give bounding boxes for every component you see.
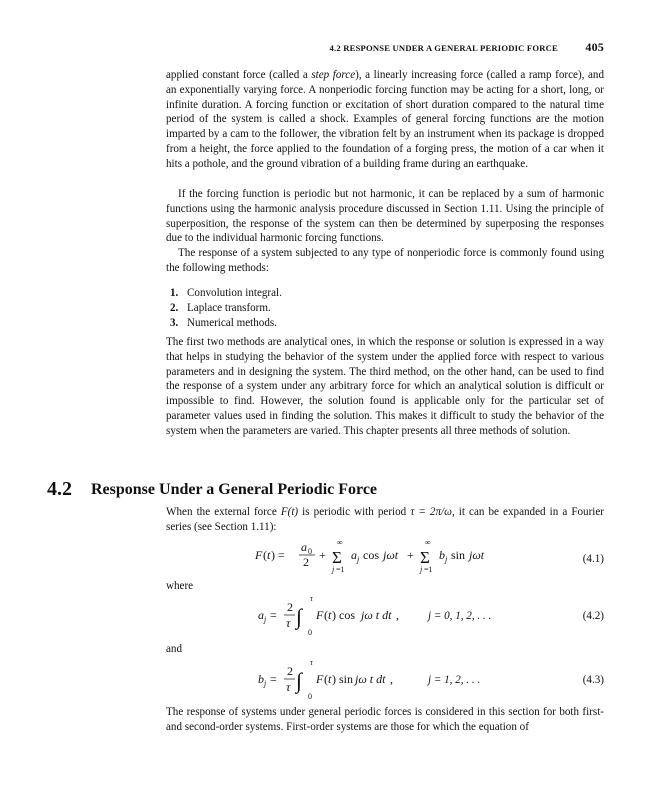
svg-text:b: b [258, 672, 264, 686]
para3-text: The response of a system subjected to any type of nonperiodic force is commonly found using the following methods: [166, 247, 604, 274]
svg-text:sin: sin [451, 548, 466, 562]
svg-text:jω t dt: jω t dt [355, 672, 386, 686]
svg-text:t: t [328, 672, 332, 686]
svg-text:j: j [332, 565, 335, 574]
page-number: 405 [585, 40, 604, 54]
equation-4-3 [258, 656, 448, 707]
svg-text:j: j [264, 679, 267, 688]
svg-text:jωt: jωt [383, 548, 399, 562]
svg-text:=: = [270, 608, 277, 622]
para1-text-b: ), a linearly increasing force (called a ramp force), and an exponentially varying force. A nonperiodic forcing function may be acting for a short, long, or infinite duration. A forcing function or excitation of short duration compared to the natural time period of the system is called a shock. Examples of general forcing functions are the motion imparted by a cam to the follower, the vibration felt by an instrument when its package is dropped from a height, the force applied to the foundation of a forging press, the motion of a car when it hits a pothole, and the ground vibration of a building frame during an earthquake. [166, 69, 604, 170]
svg-text:∞: ∞ [425, 538, 431, 547]
list-item: 1. Convolution integral. [170, 287, 282, 299]
equation-4-1 [255, 535, 555, 580]
svg-text:j: j [357, 555, 360, 564]
svg-text:(: ( [324, 672, 328, 686]
svg-text:∫: ∫ [296, 668, 303, 693]
svg-text:jωt: jωt [469, 548, 485, 562]
svg-text:,: , [390, 672, 393, 686]
svg-text:j: j [420, 565, 423, 574]
label-where: where [166, 580, 194, 592]
svg-text:jω t dt: jω t dt [361, 608, 392, 622]
svg-text:j: j [264, 615, 267, 624]
paragraph-response-systems [166, 705, 604, 735]
svg-text:0: 0 [308, 547, 312, 556]
svg-text:0: 0 [308, 692, 312, 701]
svg-text:τ: τ [286, 680, 291, 694]
para4-text: The first two methods are analytical ones, in which the response or solution is expressed in a way that helps in studying the behavior of the system under the applied force with respect to various parameters and in designing the system. The third method, on the other hand, can be used to find the response of a system under any arbitrary force for which an analytical solution is difficult or impossible to find. However, the solution found is applicable only for the particular set of parameter values used in finding the solution. This makes it difficult to study the behavior of the system when the parameters are varied. This chapter presents all three methods of solution. [166, 336, 604, 437]
svg-text:a: a [301, 540, 307, 554]
svg-text:τ: τ [310, 594, 313, 603]
svg-text:2: 2 [303, 555, 309, 569]
section-heading [47, 478, 607, 502]
list-item: 2. Laplace transform. [170, 301, 271, 314]
svg-text:cos: cos [363, 548, 379, 562]
paragraph-periodic [166, 187, 604, 246]
para2-text: If the forcing function is periodic but not harmonic, it can be replaced by a sum of harmonic functions using the harmonic analysis procedure discussed in Section 1.11. Using the principle of superposition, the response of the system can then be determined by superposing the responses due to the individual harmonic forcing functions. [166, 188, 604, 245]
svg-text:a: a [258, 608, 264, 622]
svg-text:(: ( [324, 608, 328, 622]
paragraph-fourier-intro: When the external force F(t) is periodic with period τ = 2π/ω, it can be expanded in a Fourier series (see Section 1.11): [166, 506, 605, 533]
equation-number: (4.2) [582, 610, 604, 622]
svg-text:b: b [439, 548, 445, 562]
svg-text:) cos: ) cos [332, 608, 355, 622]
equation-4-2 [258, 592, 448, 643]
svg-text:a: a [351, 548, 357, 562]
label-and: and [166, 643, 183, 655]
svg-text:t: t [267, 548, 271, 562]
section-number: 4.2 [47, 478, 72, 500]
paragraph-methods-intro [166, 246, 604, 276]
section-title: Response Under a General Periodic Force [91, 481, 378, 498]
svg-text:j: j [445, 555, 448, 564]
equation-4-3-range: j = 1, 2, . . . [428, 674, 481, 686]
svg-text:+: + [407, 548, 414, 562]
svg-text:,: , [396, 608, 399, 622]
methods-list [170, 286, 590, 330]
svg-text:=: = [270, 672, 277, 686]
svg-text:∫: ∫ [296, 604, 303, 629]
svg-text:τ: τ [286, 616, 291, 630]
equation-number: (4.3) [582, 674, 604, 686]
list-item: 3. Numerical methods. [170, 316, 277, 329]
svg-text:) sin: ) sin [332, 672, 353, 686]
svg-text:F: F [316, 608, 324, 622]
svg-text:0: 0 [308, 628, 312, 637]
svg-text:Σ: Σ [332, 548, 342, 567]
svg-text:=1: =1 [424, 565, 433, 574]
svg-text:t: t [328, 608, 332, 622]
svg-text:2: 2 [287, 664, 293, 678]
running-header-section: 4.2 RESPONSE UNDER A GENERAL PERIODIC FORCE [329, 43, 558, 53]
paragraph-methods-discussion [166, 335, 604, 439]
svg-text:F: F [255, 548, 263, 562]
para6-text: The response of systems under general periodic forces is considered in this section for both first- and second-order systems. First-order systems are those for which the equation of [166, 706, 604, 733]
para1-emphasis: step force [311, 69, 356, 81]
para1-text-a: applied constant force (called a [166, 69, 312, 81]
svg-text:=1: =1 [336, 565, 345, 574]
svg-text:∞: ∞ [337, 538, 343, 547]
running-header [168, 40, 604, 56]
equation-4-2-range: j = 0, 1, 2, . . . [428, 610, 492, 622]
svg-text:Σ: Σ [420, 548, 430, 567]
svg-text:τ: τ [310, 658, 313, 667]
svg-text:+: + [319, 548, 326, 562]
svg-text:F: F [316, 672, 324, 686]
paragraph-forcing-functions [166, 68, 604, 172]
equation-number: (4.1) [582, 553, 604, 565]
svg-text:2: 2 [287, 600, 293, 614]
svg-text:) =: ) = [271, 548, 285, 562]
svg-text:(: ( [263, 548, 267, 562]
